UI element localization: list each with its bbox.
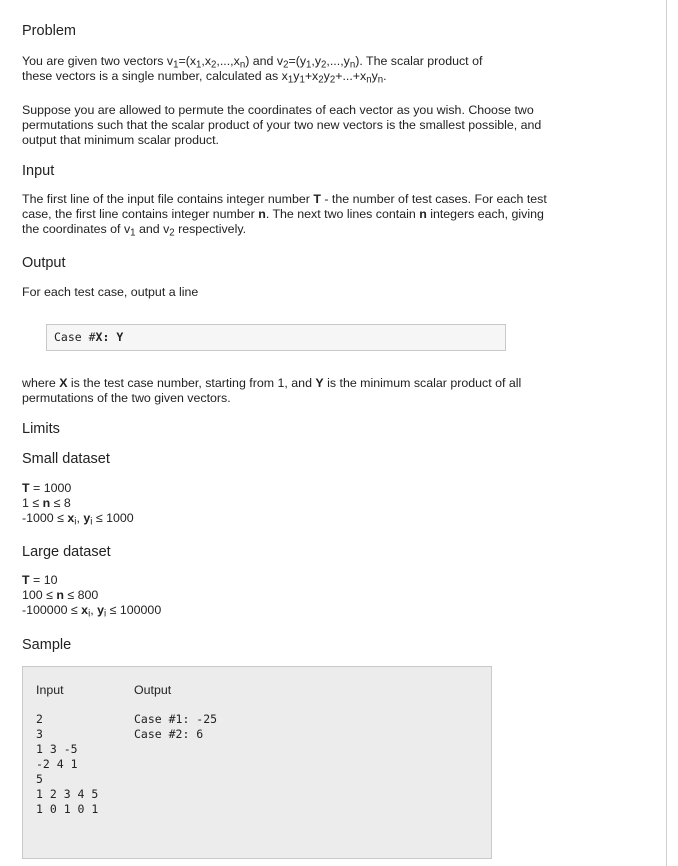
limits-heading: Limits: [22, 421, 60, 437]
small-dataset-heading: Small dataset: [22, 451, 110, 467]
input-heading: Input: [22, 163, 55, 179]
sample-heading: Sample: [22, 637, 72, 653]
large-dataset-limits: T = 10 100 ≤ n ≤ 800 $-100000 \le x_i$, $y_i \le 100000$: [22, 573, 162, 620]
large-dataset-heading: Large dataset: [22, 544, 111, 560]
problem-paragraph-1: You are given two vectors $v_1=(x_1,x_2,...,x_n)$ and $v_2=(y_1,y_2,...,y_n)$. The scalar product of these vectors is a single number, calculated as $x_1y_1+x_2y_2+...+x_ny_n$.: [22, 54, 483, 86]
small-dataset-limits: T = 1000 1 ≤ n ≤ 8 $-1000 \le x_i$, $y_i \le 1000$: [22, 481, 134, 528]
input-paragraph: The first line of the input file contains integer number T - the number of test cases. For each test case, the first line contains integer number n. The next two lines contain n integers each, giving the coordinates of $v_1$ and $v_2$ respectively.: [22, 192, 547, 239]
sample-output-label: Output: [134, 683, 172, 697]
problem-paragraph-2: Suppose you are allowed to permute the coordinates of each vector as you wish. Choose two permutations such that the scalar product of your two new vectors is the smallest possible, and output that minimum scalar product.: [22, 103, 542, 147]
problem-heading: Problem: [22, 23, 76, 39]
output-explanation: where X is the test case number, starting from 1, and Y is the minimum scalar product of all permutations of the two given vectors.: [22, 376, 522, 405]
output-intro: For each test case, output a line: [22, 285, 199, 299]
sample-input-label: Input: [36, 683, 64, 697]
sample-box: [22, 666, 492, 859]
output-format-code: Case #X: Y: [46, 324, 506, 351]
sample-input-text: 2 3 1 3 -5 -2 4 1 5 1 2 3 4 5 1 0 1 0 1: [36, 712, 99, 816]
sample-output-text: Case #1: -25 Case #2: 6: [134, 712, 218, 741]
output-heading: Output: [22, 255, 66, 271]
right-margin: [668, 0, 678, 866]
